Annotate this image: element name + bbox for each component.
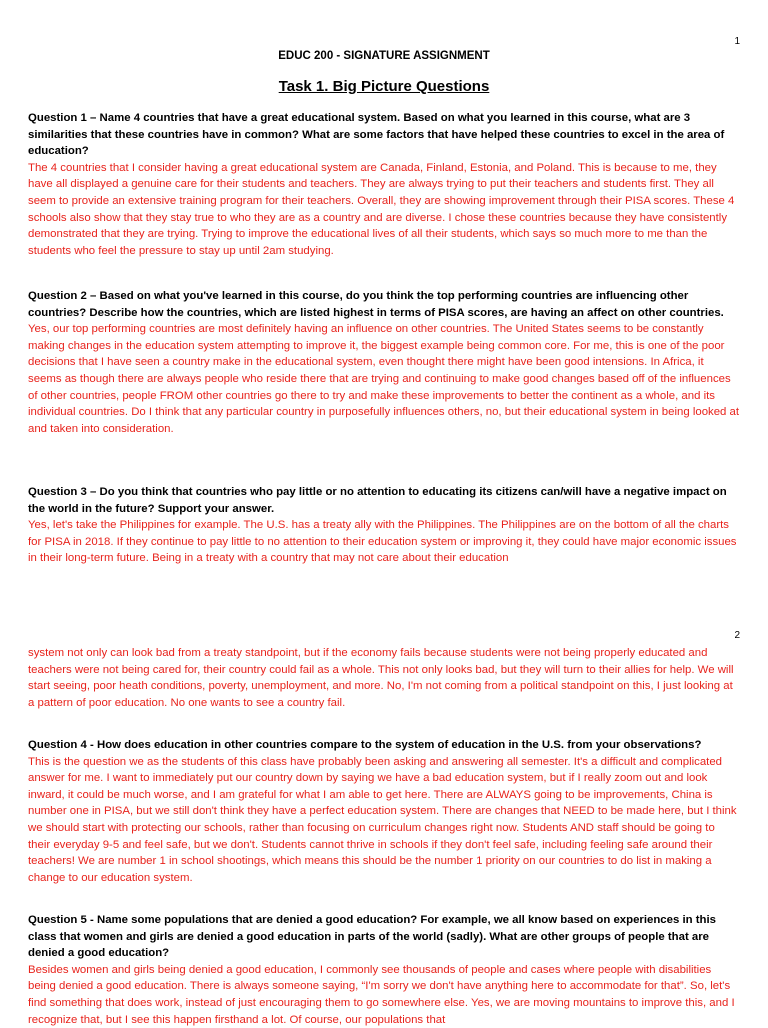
course-title: EDUC 200 - SIGNATURE ASSIGNMENT xyxy=(278,50,490,62)
answer-5: Besides women and girls being denied a good education, I commonly see thousands of people and cases where people with disabilities being denied a good education. There is always someone saying, “I'm sorry we don't have anything here to accommodate for that”. So, let's find something that does work, instead of just encouraging them to go somewhere else. Yes, we are moving mountains to improve this, and I recognize that, but I see this happen firsthand a lot. Of course, our populations that xyxy=(28,963,735,1026)
question-5-block xyxy=(28,912,740,1028)
answer-1: The 4 countries that I consider having a great educational system are Canada, Finland, Estonia, and Poland. This is because to me, they have all displayed a genuine care for their students and teachers. They are always trying to put their teachers and students first. They all seem to provide an extensive training program for their teachers. Overall, they are showing improvement through their PISA scores. These 4 schools also show that they stay true to who they are as a country and are diverse. I chose these countries because they have consistently demonstrated that they are trying. Trying to improve the educational lives of all their students, which says so much more to me than the students who feel the pressure to stay up until 2am studying. xyxy=(28,161,735,257)
question-2: Question 2 – Based on what you've learned in this course, do you think the top performing countries are influencing other countries? Describe how the countries, which are listed highest in terms of PISA scores, are having an affect on other countries. xyxy=(28,290,724,319)
question-3: Question 3 – Do you think that countries who pay little or no attention to educating its citizens can/will have a negative impact on the world in the future? Support your answer. xyxy=(28,486,727,515)
page-number: 1 xyxy=(734,36,740,47)
answer-3-continued: system not only can look bad from a treaty standpoint, but if the economy fails because students were not being properly educated and teachers were not being cared for, their country could fail as a whole. This not only looks bad, but they will turn to their allies for help. We will start seeing, poor heath conditions, poverty, unemployment, and more. No, I'm not coming from a political standpoint on this, I just looking at a pattern of poor education. No one wants to see a country fail. xyxy=(28,647,734,709)
question-1-block xyxy=(28,110,740,259)
answer-3: Yes, let's take the Philippines for example. The U.S. has a treaty ally with the Philippines. The Philippines are on the bottom of all the charts for PISA in 2018. If they continue to pay little to no attention to their education system or improving it, they could have major economic issues in their long-term future. Being in a treaty with a country that may not care about their education xyxy=(28,519,737,565)
page-number: 2 xyxy=(734,630,740,641)
answer-4: This is the question we as the students of this class have probably been asking and answering all semester. It's a difficult and complicated answer for me. I want to immediately put our country down by saying we have a bad education system, but if I really zoom out and look inward, it could be much worse, and I am grateful for what I am able to get here. There are ALWAYS going to be improvements, China is number one in PISA, but we still don't think they have a perfect education system. There are changes that NEED to be made here, but I think we should start with protecting our schools, rather than focusing on curriculum changes right now. Students AND staff should be going to their everyday 9-5 and feel safe, but we don't. Students cannot thrive in schools if they don't feel safe, including feeling safe around their teachers! We are number 1 in school shootings, which means this should be the number 1 priority on our countries to do list in making a change to our education system. xyxy=(28,755,737,884)
question-2-block xyxy=(28,288,740,437)
question-3-block xyxy=(28,484,740,567)
answer-3-continued-block xyxy=(28,645,740,711)
answer-2: Yes, our top performing countries are most definitely having an influence on other countries. The United States seems to be constantly making changes in the education system attempting to improve it, the biggest example being common core. For me, this is one of the poor decisions that I have seen a country make in the educational system, even thought there might have been good intensions. In Africa, it seems as though there are always people who reside there that are trying and continuing to make good changes based off of the influences of other countries, people FROM other countries go there to try and make these improvements to better the continent as a whole, and its individual countries. Do I think that any particular country in purposefully influences others, no, but their educational system in being looked at and taken into consideration. xyxy=(28,323,740,435)
question-4: Question 4 - How does education in other countries compare to the system of education in the U.S. from your observations? xyxy=(28,739,702,751)
question-1: Question 1 – Name 4 countries that have a great educational system. Based on what you learned in this course, what are 3 similarities that these countries have in common? What are some factors that have helped these countries to excel in the area of education? xyxy=(28,112,725,158)
task-title: Task 1. Big Picture Questions xyxy=(278,78,490,95)
question-4-block xyxy=(28,737,740,886)
page-2 xyxy=(0,620,768,1024)
question-5: Question 5 - Name some populations that are denied a good education? For example, we all know based on experiences in this class that women and girls are denied a good education in parts of the world (sadly). What are other groups of people that are denied a good education? xyxy=(28,914,717,960)
